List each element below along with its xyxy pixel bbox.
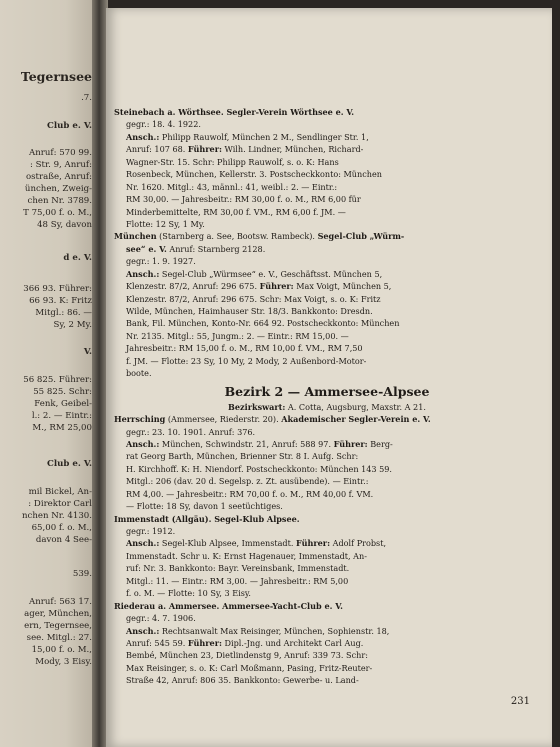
entry-text: Wilde, München, Haimhauser Str. 18/3. Bankkonto: Dresdn.: [126, 306, 373, 316]
entry-line: [114, 426, 540, 438]
entry-header-line: [114, 600, 540, 612]
entry-text: Philipp Rauwolf, München 2 M., Sendlinger Str. 1,: [159, 131, 369, 142]
entry-header-line: [114, 106, 540, 118]
left-page-fragment: Mody, 3 Eisy.: [35, 657, 92, 667]
field-label: Ansch.:: [126, 438, 160, 449]
entry-text: Segel-Club „Würmsee“ e. V., Geschäftsst. München 5,: [159, 268, 383, 279]
entry-text: Nr. 1620. Mitgl.: 43, männl.: 41, weibl.: 2. — Eintr.:: [126, 181, 338, 192]
left-page-fragment: davon 4 See-: [35, 535, 92, 545]
left-page-fragment: M., RM 25,00: [32, 423, 92, 433]
entry-text: Max Voigt, München 5,: [293, 281, 392, 292]
entry-text: Jahresbeitr.: RM 15,00 f. o. M., RM 10,00 f. VM., RM 7,50: [126, 343, 363, 354]
entry-text: ruf: Nr. 3. Bankkonto: Bayr. Vereinsbank, Immenstadt.: [126, 563, 350, 574]
entry-text: f. o. M. — Flotte: 10 Sy, 3 Eisy.: [126, 588, 252, 599]
left-page-fragment: Anruf: 563 17.: [29, 597, 92, 607]
page-number: 231: [510, 696, 530, 707]
entry-text: Bank, Fil. München, Konto-Nr. 664 92. Postscheckkonto: München: [126, 318, 400, 329]
entry-text: Anruf: 107 68.: [126, 144, 188, 155]
field-label: Führer:: [259, 281, 294, 292]
left-page-fragment: 65,00 f. o. M.,: [31, 523, 92, 533]
club-title: München: [114, 231, 157, 242]
left-page-fragment: : Str. 9, Anruf:: [30, 160, 92, 170]
entry-line: [114, 156, 540, 168]
club-title: Herrsching: [114, 414, 166, 425]
entry-text: (Starnberg a. See, Bootsw. Rambeck).: [156, 231, 318, 242]
club-title: Riederau a. Ammersee. Ammersee-Yacht-Club e. V.: [114, 600, 343, 611]
entry-line: [114, 525, 540, 537]
field-label: Ansch.:: [126, 538, 160, 549]
entry-text: (Ammersee, Riederstr. 20).: [165, 414, 282, 425]
right-page: [106, 8, 552, 747]
entry-line: [114, 537, 540, 549]
left-page-fragment: chen Nr. 3789.: [27, 196, 92, 206]
left-page-fragment: l.: 2. — Eintr.:: [31, 411, 92, 421]
entry-text: H. Kirchhoff. K: H. Niendorf. Postscheckkonto: München 143 59.: [126, 463, 393, 474]
district-warden: [114, 401, 540, 413]
entry-text: Max Reisinger, s. o. K: Carl Moßmann, Pasing, Fritz-Reuter-: [126, 662, 373, 673]
entry-line: [114, 168, 540, 180]
entry-text: Minderbemittelte, RM 30,00 f. VM., RM 6,00 f. JM. —: [126, 206, 346, 217]
entry-text: Mitgl.: 206 (dav. 20 d. Segelsp. z. Zt. ausübende). — Eintr.:: [126, 476, 369, 487]
entry-line: [114, 143, 540, 155]
entry-text: — Flotte: 18 Sy, davon 1 seetüchtiges.: [126, 501, 283, 512]
entry-text: Rosenbeck, München, Kellerstr. 3. Postscheckkonto: München: [126, 169, 382, 180]
entry-line: [114, 450, 540, 462]
entry-line: [114, 118, 540, 130]
entry-line: [114, 500, 540, 512]
left-page-fragment: ern, Tegernsee,: [24, 621, 92, 631]
entry-header-line: [114, 413, 540, 425]
club-title: Akademischer Segler-Verein e. V.: [281, 414, 431, 425]
left-page-fragment: mil Bickel, An-: [28, 487, 92, 497]
entry-header-line: [114, 230, 540, 242]
field-label: Führer:: [187, 637, 222, 648]
entry-text: gegr.: 1912.: [126, 526, 176, 536]
left-page-fragment: 56 825. Führer:: [23, 375, 92, 385]
entry-line: [114, 475, 540, 487]
entry-line: [114, 637, 540, 649]
club-title: Immenstadt (Allgäu). Segel-Klub Alpsee.: [114, 513, 300, 524]
left-page-fragment: 55 825. Schr:: [33, 387, 92, 397]
entry-line: [114, 218, 540, 230]
entry-line: [114, 438, 540, 450]
entry-line: [114, 625, 540, 637]
entry-text: rat Georg Barth, München, Brienner Str. 8 I. Aufg. Schr:: [126, 451, 359, 462]
entry-text: gegr.: 1. 9. 1927.: [126, 256, 196, 267]
entry-line: [114, 243, 540, 255]
entry-line: [114, 355, 540, 367]
entry-text: f. JM. — Flotte: 23 Sy, 10 My, 2 Mody, 2 Außenbord-Motor-: [126, 355, 367, 366]
entry-text: Immenstadt. Schr u. K: Ernst Hagenauer, Immenstadt, An-: [126, 550, 367, 561]
left-page-fragment: Anruf: 570 99.: [29, 148, 92, 158]
entry-line: [114, 575, 540, 587]
entry-line: [114, 293, 540, 305]
entry-line: [114, 662, 540, 674]
entry-line: [114, 330, 540, 342]
entry-text: Bembé, München 23, Dietlindenstg 9, Anruf: 339 73. Schr:: [126, 650, 368, 661]
entry-line: [114, 488, 540, 500]
entry-text: gegr.: 18. 4. 1922.: [126, 119, 201, 130]
entry-text: gegr.: 4. 7. 1906.: [126, 613, 196, 624]
entry-text: Straße 42, Anruf: 806 35. Bankkonto: Gewerbe- u. Land-: [126, 675, 359, 686]
left-page-fragment: Club e. V.: [47, 459, 92, 469]
left-page-fragment: 539.: [72, 569, 92, 579]
left-page: [0, 0, 94, 747]
warden-text: A. Cotta, Augsburg, Maxstr. A 21.: [285, 401, 426, 412]
entry-line: [114, 550, 540, 562]
entry-line: [114, 280, 540, 292]
left-page-fragment: ostraße, Anruf:: [25, 172, 92, 182]
left-page-fragment: 66 93. K: Fritz: [29, 296, 92, 306]
left-page-fragment: Mitgl.: 86. —: [35, 308, 92, 318]
field-label: Führer:: [296, 538, 331, 549]
entry-line: [114, 649, 540, 661]
left-page-fragment: T 75,00 f. o. M.,: [23, 208, 92, 218]
entry-line: [114, 131, 540, 143]
entry-text: Klenzestr. 87/2, Anruf: 296 675. Schr: Max Voigt, s. o. K: Fritz: [126, 293, 381, 304]
left-page-fragment: see. Mitgl.: 27.: [26, 633, 92, 643]
entry-line: [114, 463, 540, 475]
warden-label: Bezirkswart:: [228, 401, 286, 412]
entry-text: München, Schwindstr. 21, Anruf: 588 97.: [159, 438, 334, 449]
entry-line: [114, 206, 540, 218]
entry-line: [114, 255, 540, 267]
left-page-fragment: V.: [83, 347, 92, 357]
left-page-fragment: nchen Nr. 4130.: [22, 511, 92, 521]
club-title: Segel-Club „Würm-: [317, 231, 405, 242]
left-page-fragment: Club e. V.: [47, 121, 92, 131]
left-page-fragment: Tegernsee: [20, 69, 92, 84]
entry-text: Adolf Probst,: [330, 538, 387, 549]
entry-text: Wilh. Lindner, München, Richard-: [221, 144, 364, 155]
entry-text: Nr. 2135. Mitgl.: 55, Jungm.: 2. — Eintr.: RM 15,00. —: [126, 330, 349, 341]
field-label: Führer:: [333, 438, 368, 449]
entry-text: Wagner-Str. 15. Schr: Philipp Rauwolf, s. o. K: Hans: [126, 156, 339, 167]
entry-text: RM 30,00. — Jahresbeitr.: RM 30,00 f. o. M., RM 6,00 für: [126, 194, 361, 205]
left-page-fragment: Sy, 2 My.: [53, 320, 92, 330]
club-entries: [114, 106, 540, 687]
left-page-fragment: .7.: [81, 93, 92, 103]
entry-text: Dipl.-Jng. und Architekt Carl Aug.: [221, 637, 364, 648]
entry-line: [114, 305, 540, 317]
district-heading: Bezirk 2 — Ammersee-Alpsee: [224, 383, 430, 399]
entry-line: [114, 587, 540, 599]
entry-text: gegr.: 23. 10. 1901. Anruf: 376.: [126, 426, 256, 437]
entry-text: Anruf: 545 59.: [126, 637, 188, 648]
entry-text: Segel-Klub Alpsee, Immenstadt.: [159, 538, 297, 549]
left-page-fragment: 48 Sy, davon: [37, 220, 92, 230]
entry-text: RM 4,00. — Jahresbeitr.: RM 70,00 f. o. M., RM 40,00 f. VM.: [126, 488, 374, 499]
field-label: Ansch.:: [126, 268, 160, 279]
left-page-fragment: 15,00 f. o. M.,: [31, 645, 92, 655]
entry-line: [114, 674, 540, 686]
entry-line: [114, 181, 540, 193]
left-page-fragment: ünchen, Zweig-: [24, 184, 92, 194]
club-title: Steinebach a. Wörthsee. Segler-Verein Wörthsee e. V.: [114, 107, 355, 117]
entry-line: [114, 562, 540, 574]
left-page-fragment: d e. V.: [63, 253, 92, 263]
left-page-fragment: 366 93. Führer:: [23, 284, 92, 294]
entry-line: [114, 193, 540, 205]
entry-line: [114, 268, 540, 280]
left-page-fragment: : Direktor Carl: [28, 499, 92, 509]
entry-text: Anruf: Starnberg 2128.: [166, 243, 266, 254]
club-title: see“ e. V.: [126, 243, 167, 254]
left-page-fragment: ager, München,: [24, 609, 92, 619]
entry-line: [114, 342, 540, 354]
field-label: Führer:: [187, 144, 222, 155]
entry-text: Flotte: 12 Sy, 1 My.: [126, 218, 205, 229]
entry-line: [114, 317, 540, 329]
entry-line: [114, 367, 540, 379]
entry-line: [114, 612, 540, 624]
entry-text: boote.: [126, 368, 152, 379]
entry-text: Rechtsanwalt Max Reisinger, München, Sophienstr. 18,: [159, 625, 390, 636]
entry-text: Mitgl.: 11. — Eintr.: RM 3,00. — Jahresbeitr.: RM 5,00: [126, 575, 349, 586]
field-label: Ansch.:: [126, 625, 160, 636]
entry-text: Berg-: [367, 438, 393, 449]
field-label: Ansch.:: [126, 131, 160, 142]
entry-text: Klenzestr. 87/2, Anruf: 296 675.: [126, 281, 260, 292]
entry-header-line: [114, 513, 540, 525]
left-page-fragment: Fenk, Geibel-: [34, 399, 92, 409]
